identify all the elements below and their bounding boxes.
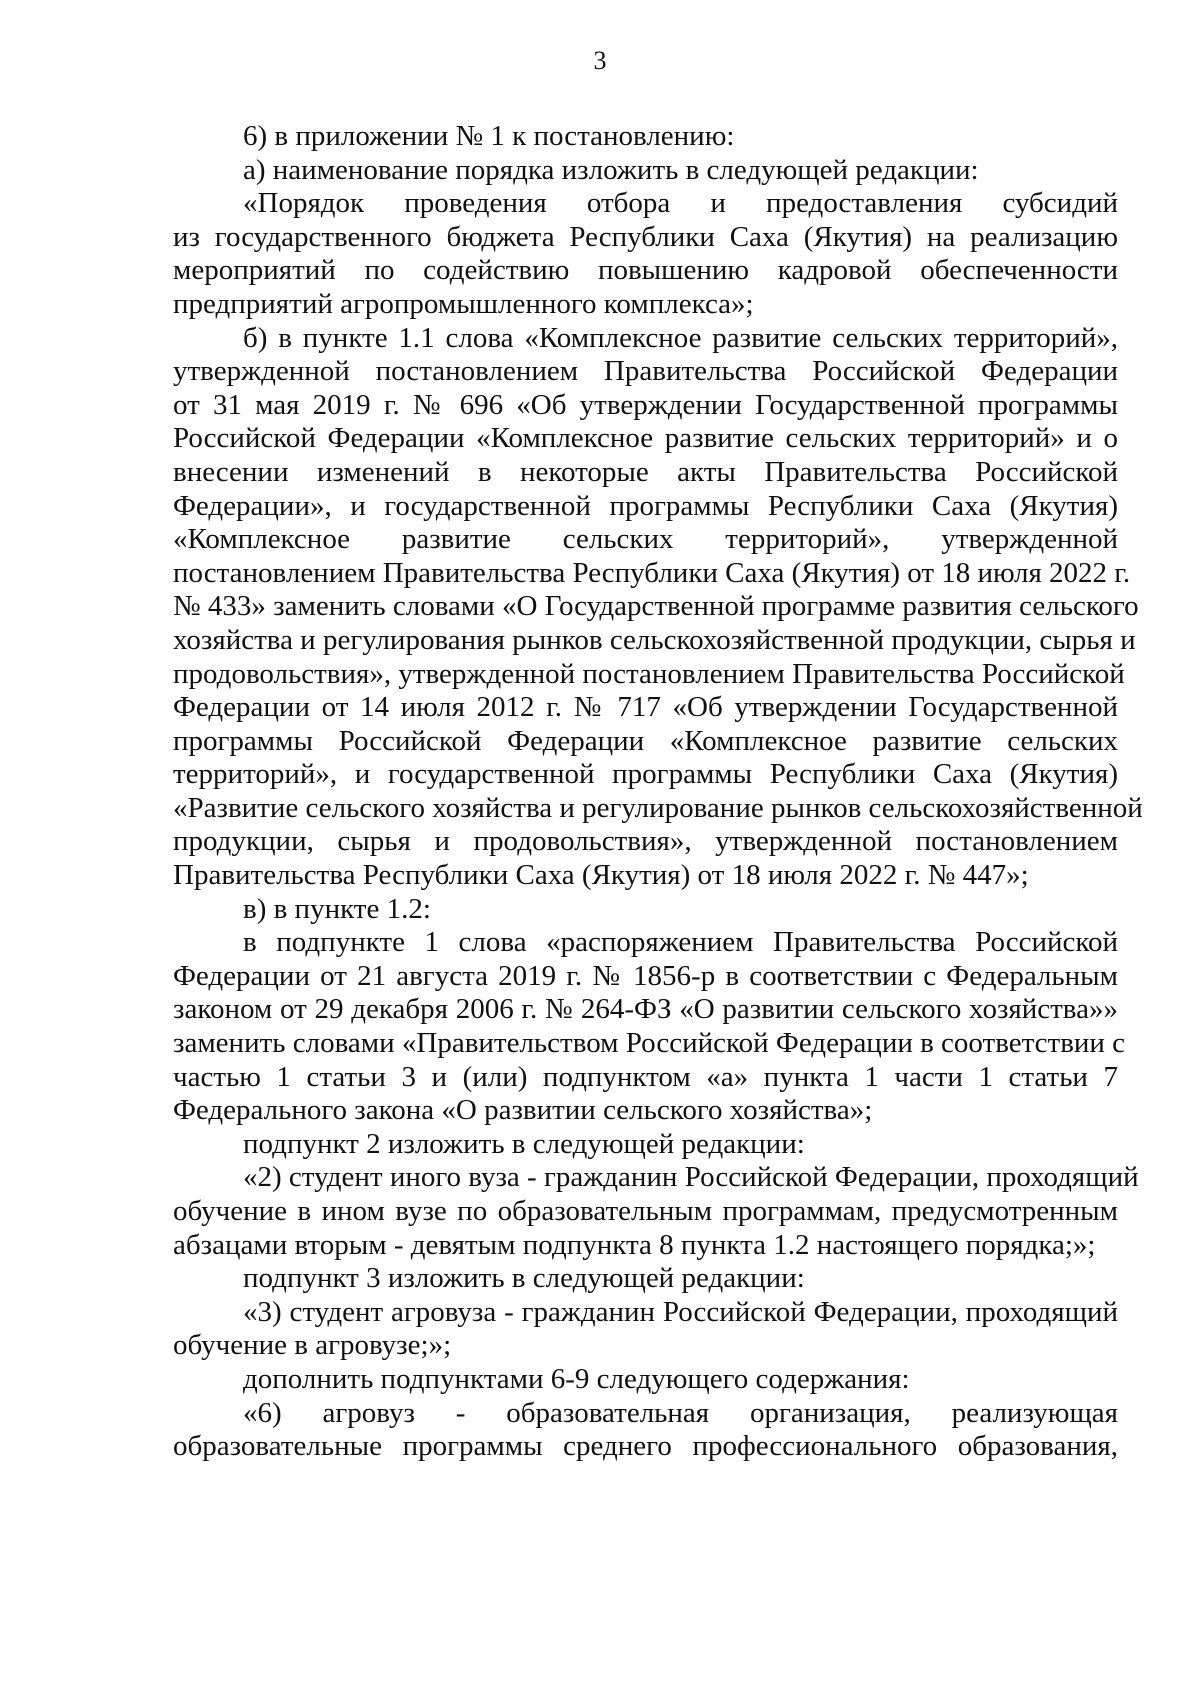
- text-line: частью 1 статьи 3 и (или) подпунктом «а» пункта 1 части 1 статьи 7: [173, 1060, 1118, 1093]
- text-line: Правительства Республики Саха (Якутия) от 18 июля 2022 г. № 447»;: [173, 859, 1029, 892]
- text-line: в) в пункте 1.2:: [243, 892, 431, 925]
- text-line: образовательные программы среднего профессионального образования,: [173, 1430, 1118, 1463]
- text-line: Федерации от 21 августа 2019 г. № 1856-р в соответствии с Федеральным: [173, 959, 1118, 992]
- text-line: а) наименование порядка изложить в следующей редакции:: [243, 153, 979, 186]
- text-line: б) в пункте 1.1 слова «Комплексное развитие сельских территорий»,: [243, 321, 1118, 354]
- text-line: обучение в ином вузе по образовательным программам, предусмотренным: [173, 1195, 1118, 1227]
- text-line: «2) студент иного вуза - гражданин Российской Федерации, проходящий: [243, 1161, 1139, 1194]
- text-line: постановлением Правительства Республики Саха (Якутия) от 18 июля 2022 г.: [173, 556, 1131, 589]
- text-line: подпункт 2 изложить в следующей редакции:: [243, 1127, 805, 1160]
- text-line: абзацами вторым - девятым подпункта 8 пункта 1.2 настоящего порядка;»;: [173, 1228, 1096, 1261]
- text-line: «6) агровуз - образовательная организация, реализующая: [243, 1396, 1118, 1429]
- text-line: программы Российской Федерации «Комплексное развитие сельских: [173, 724, 1118, 757]
- text-line: обучение в агровузе;»;: [173, 1329, 452, 1362]
- text-line: внесении изменений в некоторые акты Правительства Российской: [173, 455, 1118, 488]
- text-line: законом от 29 декабря 2006 г. № 264-ФЗ «О развитии сельского хозяйства»»: [173, 993, 1118, 1026]
- text-line: продовольствия», утвержденной постановлением Правительства Российской: [173, 657, 1125, 690]
- text-line: предприятий агропромышленного комплекса»;: [173, 287, 754, 320]
- text-line: «Комплексное развитие сельских территорий», утвержденной: [173, 523, 1118, 556]
- text-line: мероприятий по содействию повышению кадровой обеспеченности: [173, 254, 1118, 287]
- text-line: утвержденной постановлением Правительства Российской Федерации: [173, 355, 1118, 388]
- text-line: дополнить подпунктами 6-9 следующего содержания:: [243, 1362, 910, 1395]
- text-line: территорий», и государственной программы Республики Саха (Якутия): [173, 758, 1118, 791]
- text-line: Российской Федерации «Комплексное развитие сельских территорий» и о: [173, 422, 1118, 455]
- text-line: Федерации», и государственной программы Республики Саха (Якутия): [173, 489, 1118, 522]
- text-line: в подпункте 1 слова «распоряжением Правительства Российской: [243, 926, 1118, 959]
- text-line: 6) в приложении № 1 к постановлению:: [243, 120, 735, 152]
- text-line: Федерации от 14 июля 2012 г. № 717 «Об утверждении Государственной: [173, 691, 1118, 724]
- text-line: № 433» заменить словами «О Государственной программе развития сельского: [173, 590, 1139, 623]
- text-line: продукции, сырья и продовольствия», утвержденной постановлением: [173, 825, 1118, 858]
- text-line: хозяйства и регулирования рынков сельскохозяйственной продукции, сырья и: [173, 623, 1136, 656]
- document-body: [173, 120, 1143, 1464]
- text-line: заменить словами «Правительством Российской Федерации в соответствии с: [173, 1027, 1126, 1060]
- text-line: «Развитие сельского хозяйства и регулирование рынков сельскохозяйственной: [173, 791, 1143, 824]
- page-number: 3: [593, 46, 607, 75]
- text-line: «3) студент агровуза - гражданин Российской Федерации, проходящий: [243, 1295, 1118, 1328]
- text-line: из государственного бюджета Республики Саха (Якутия) на реализацию: [173, 220, 1118, 253]
- text-line: «Порядок проведения отбора и предоставления субсидий: [243, 187, 1118, 220]
- text-line: от 31 мая 2019 г. № 696 «Об утверждении Государственной программы: [173, 388, 1118, 421]
- text-line: подпункт 3 изложить в следующей редакции:: [243, 1262, 805, 1295]
- text-line: Федерального закона «О развитии сельского хозяйства»;: [173, 1094, 873, 1127]
